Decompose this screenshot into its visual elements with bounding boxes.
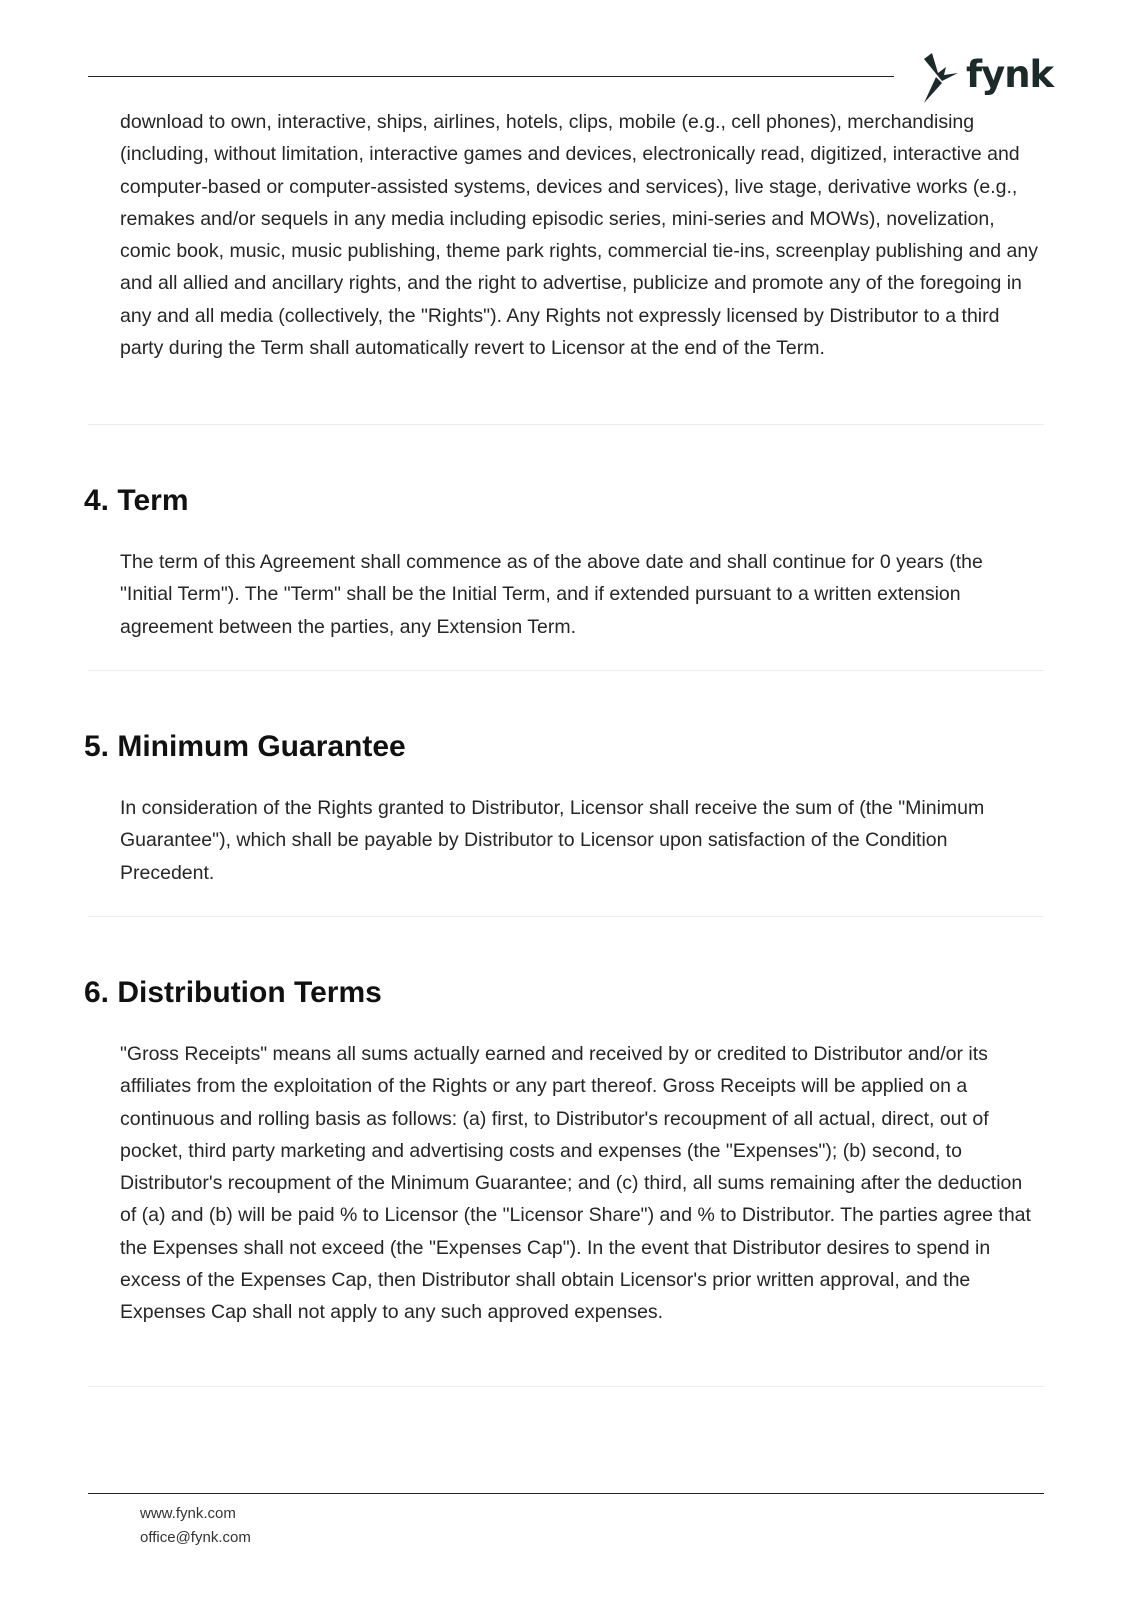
section-separator xyxy=(88,1386,1044,1387)
footer-rule xyxy=(88,1493,1044,1494)
section-heading-distribution-terms: 6. Distribution Terms xyxy=(84,976,382,1009)
section-separator xyxy=(88,916,1044,917)
section-body-term: The term of this Agreement shall commence as of the above date and shall continue for 0 years (the "Initial Term"). The "Term" shall be the Initial Term, and if extended pursuant to a written extension agreement between the parties, any Extension Term. xyxy=(120,551,983,638)
section-separator xyxy=(88,424,1044,425)
section-heading-term: 4. Term xyxy=(84,484,189,517)
section-heading-minimum-guarantee: 5. Minimum Guarantee xyxy=(84,730,406,763)
header-rule xyxy=(88,76,894,77)
logo-text: fynk xyxy=(966,52,1054,96)
footer-website: www.fynk.com xyxy=(140,1505,236,1522)
bird-icon xyxy=(920,51,960,105)
brand-logo xyxy=(920,50,1053,106)
footer-email: office@fynk.com xyxy=(140,1529,251,1546)
section-separator xyxy=(88,670,1044,671)
section-body-distribution-terms: "Gross Receipts" means all sums actually earned and received by or credited to Distributor and/or its affiliates from the exploitation of the Rights or any part thereof. Gross Receipts will be applied on a continuous and rolling basis as follows: (a) first, to Distributor's recoupment of all actual, direct, out of pocket, third party marketing and advertising costs and expenses (the "Expenses"); (b) second, to Distributor's recoupment of the Minimum Guarantee; and (c) third, all sums remaining after the deduction of (a) and (b) will be paid % to Licensor (the "Licensor Share") and % to Distributor. The parties agree that the Expenses shall not exceed (the "Expenses Cap"). In the event that Distributor desires to spend in excess of the Expenses Cap, then Distributor shall obtain Licensor's prior written approval, and the Expenses Cap shall not apply to any such approved expenses. xyxy=(120,1043,1031,1324)
continuation-paragraph: download to own, interactive, ships, airlines, hotels, clips, mobile (e.g., cell phones), merchandising (including, without limitation, interactive games and devices, electronically read, digitized, interactive and computer-based or computer-assisted systems, devices and services), live stage, derivative works (e.g., remakes and/or sequels in any media including episodic series, mini-series and MOWs), novelization, comic book, music, music publishing, theme park rights, commercial tie-ins, screenplay publishing and any and all allied and ancillary rights, and the right to advertise, publicize and promote any of the foregoing in any and all media (collectively, the "Rights"). Any Rights not expressly licensed by Distributor to a third party during the Term shall automatically revert to Licensor at the end of the Term. xyxy=(120,111,1038,360)
section-body-minimum-guarantee: In consideration of the Rights granted to Distributor, Licensor shall receive the sum of (the "Minimum Guarantee"), which shall be payable by Distributor to Licensor upon satisfaction of the Condition Precedent. xyxy=(120,797,985,884)
footer xyxy=(140,1502,251,1550)
